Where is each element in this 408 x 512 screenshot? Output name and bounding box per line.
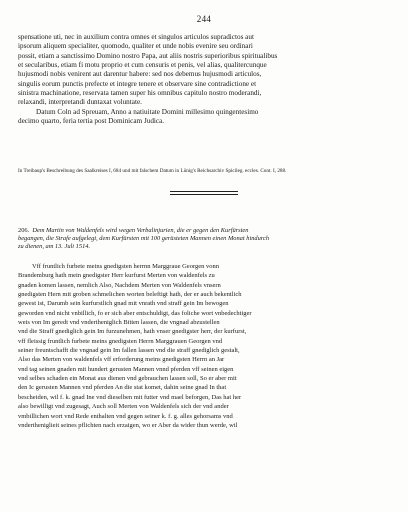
text-line: bescheiden, wil f. k. gnad Ine vnd dieselben mit futter vnd mael beforgen, Das hat her	[18, 393, 242, 401]
closing-line: decimo quarto, feria tertia post Dominicam Judica.	[18, 117, 165, 126]
text-line: hujusmodi nobis venirent aut darentur habere: sed nos debemus hujusmodi articulos,	[18, 70, 262, 79]
text-line: den Ic gerusten Mannen vnd pferden An die stat komet, dahin seine gnad In that	[18, 384, 227, 392]
source-footnote: In Treibaup's Beschreibung des Saalkreises I, 684 und mit falschem Datum in Lünig's Reichsarchiv Spicileg. eccles. Cont. I, 288.	[18, 168, 287, 174]
text-line: also bewilligt vnd zugesagt, Auch soll Merten von Waldenfels sich der vnd ander	[18, 403, 229, 411]
heading-line: zu dienen, am 13. Juli 1514.	[18, 243, 91, 251]
text-line: Vff fruntlich furbete meins gnedigsten herrnn Marggraue Georgen vonn	[32, 263, 220, 270]
text-line: geworden vnd nicht vnbillich, fo er sich aber entschuldigt, das foliche wort vnbedechtiger	[18, 309, 252, 317]
closing-line: Datum Coln ad Spreuam, Anno a natiuitate Domini millesimo quingentesimo	[36, 107, 259, 116]
text-line: gnedigsten Hern mit groben schmelichen worten beleftigt hath, der er auch bekentlich	[18, 291, 242, 299]
document-heading	[18, 227, 390, 252]
text-line: seiner freuntschafft die vngnad gein Im fallen lassen vnd die straff gnediglich gestalt,	[18, 347, 240, 355]
document-number: 206.	[18, 227, 30, 234]
text-line: vnd tag seinen gnaden mit hundert gerusten Mannen vnnd pferden vff seinen eigen	[18, 365, 234, 373]
text-line: vnd selbes schaden ein Monat aus dienen vnd gebrauchen lassen soll, So er aber mit	[18, 375, 237, 383]
text-line: possit, etiam a sanctissimo Domino nostro Papa, aut aliis nostris superioribus spiritualibus	[18, 51, 278, 60]
heading-line: begangen, die Strafe aufgelegt, dem Kurfürsten mit 100 gerüsteten Mannen einen Monat hindurch	[18, 235, 270, 243]
german-text-block	[18, 262, 390, 430]
text-line: spensatione uti, nec in auxilium contra omnes et singulos articulos supradictos aut	[18, 33, 254, 41]
text-line: vnd die Straff gnediglich gein Im furzunehmen, hath vnser gnedigster herr, der kurfurst,	[18, 328, 247, 336]
text-line: relaxandi, interpretandi duntaxat voluntate.	[18, 98, 142, 107]
section-divider	[170, 191, 238, 192]
text-line: sinistra machinatione, reservata tamen super his omnibus capitulo nostro moderandi,	[18, 89, 262, 98]
page-number: 244	[196, 14, 212, 24]
text-line: et secularibus, etiam fi motu proprio et cum censuris et penis, vel alias, qualitercunque	[18, 61, 267, 70]
text-line: gewest ist, Darumb sein kurfurstlich gnad mit vnrath vnd straff gein Im bewogen	[18, 300, 229, 308]
text-line: singulis eorum punctis prefecte et integre tenere et observare sine contradictione et	[18, 79, 257, 88]
text-line: ipsorum aliquem specialiter, quomodo, qualiter et unde nobis evenire seu ordinari	[18, 42, 253, 51]
text-line: gnaden komen lassen, nemlich Also, Nachdem Merten von Waldenfels vnsern	[18, 281, 221, 289]
latin-text-block	[18, 33, 390, 126]
section-divider	[170, 194, 238, 195]
text-line: vmbillichen wort vnd Rede enthalten vnd gegen seiner k. f. g. alles gehorsams vnd	[18, 412, 233, 420]
text-line: weis von Im geredt vnd vndertheniglich Bitten lassen, die vngnad abzustellen	[18, 319, 220, 327]
text-line: vndertheniglieit seines pflichten nach erzaigen, wo er Aber da wider thun werde, wil	[18, 421, 238, 429]
text-line: vff fleissig fruntlich furbete meins gnedigsten Herrn Marggrauen Georgen vnd	[18, 337, 223, 345]
heading-line: Dem Martin von Waldenfels wird wegen Verbalinjurien, die er gegen den Kurfürsten	[32, 227, 249, 234]
text-line: Brandemburg hath mein gnedigster Herr kurfurst Merten von waldenfels zu	[18, 272, 215, 280]
text-line: Also das Merten von waldenfels vff erforderung meins gnedigsten Herrn an Jar	[18, 356, 225, 364]
